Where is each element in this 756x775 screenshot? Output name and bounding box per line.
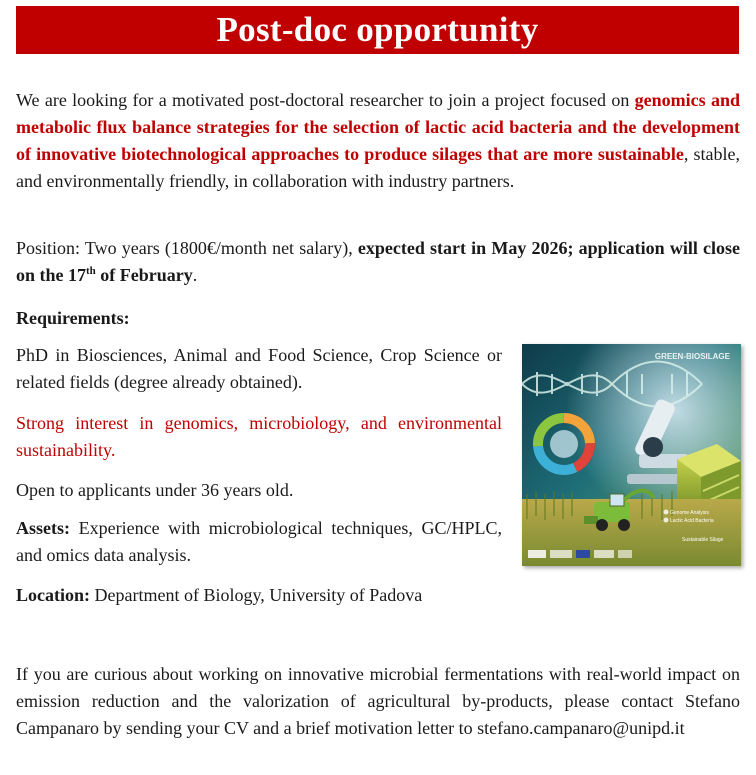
location-paragraph — [16, 582, 502, 609]
requirement-phd: PhD in Biosciences, Animal and Food Science, Crop Science or related fields (degree already obtained). — [16, 345, 502, 392]
position-paragraph — [16, 235, 740, 289]
title-banner — [16, 6, 739, 54]
assets-paragraph — [16, 515, 502, 569]
contact-text: If you are curious about working on innovative microbial fermentations with real-world impact on emission reduction and the valorization of agricultural by-products, please contact Stefano Campanaro by sending your CV and a brief motivation letter to — [16, 664, 740, 738]
intro-highlight: genomics and metabolic flux balance strategies for the selection of lactic acid bacteria and the development of innovative biotechnological approaches to produce silages that are more sustainable — [16, 90, 740, 164]
position-tail: . — [192, 265, 198, 285]
location-text: Department of Biology, University of Padova — [90, 585, 423, 605]
intro-lead: We are looking for a motivated post-doctoral researcher to join a project focused on — [16, 90, 635, 110]
figure-label-silage: Sustainable Silage — [682, 537, 724, 543]
figure-label-lab: Lactic Acid Bacteria — [670, 518, 714, 524]
position-lead: Position: Two years (1800€/month net salary), — [16, 238, 358, 258]
location-label: Location: — [16, 585, 90, 605]
position-deadline-b: of February — [95, 265, 193, 285]
requirement-interest: Strong interest in genomics, microbiology, and environmental sustainability. — [16, 413, 502, 460]
intro-paragraph — [16, 87, 740, 195]
page-title: Post-doc opportunity — [216, 10, 539, 49]
project-illustration-art — [522, 344, 741, 566]
requirements-heading: Requirements: — [16, 308, 130, 328]
project-illustration — [522, 344, 741, 566]
contact-email[interactable]: stefano.campanaro@unipd.it — [477, 718, 685, 738]
figure-title: GREEN-BIOSILAGE — [654, 352, 730, 361]
assets-text: Experience with microbiological techniques, GC/HPLC, and omics data analysis. — [16, 518, 502, 565]
intro-tail: , stable, and environmentally friendly, in collaboration with industry partners. — [16, 144, 740, 191]
contact-paragraph — [16, 661, 740, 742]
assets-label: Assets: — [16, 518, 70, 538]
position-deadline-a: expected start in May 2026; application will close on the 17 — [16, 238, 740, 285]
position-ordinal: th — [86, 265, 96, 277]
requirement-age: Open to applicants under 36 years old. — [16, 480, 294, 500]
figure-label-genome: Genome Analysis — [670, 510, 709, 516]
